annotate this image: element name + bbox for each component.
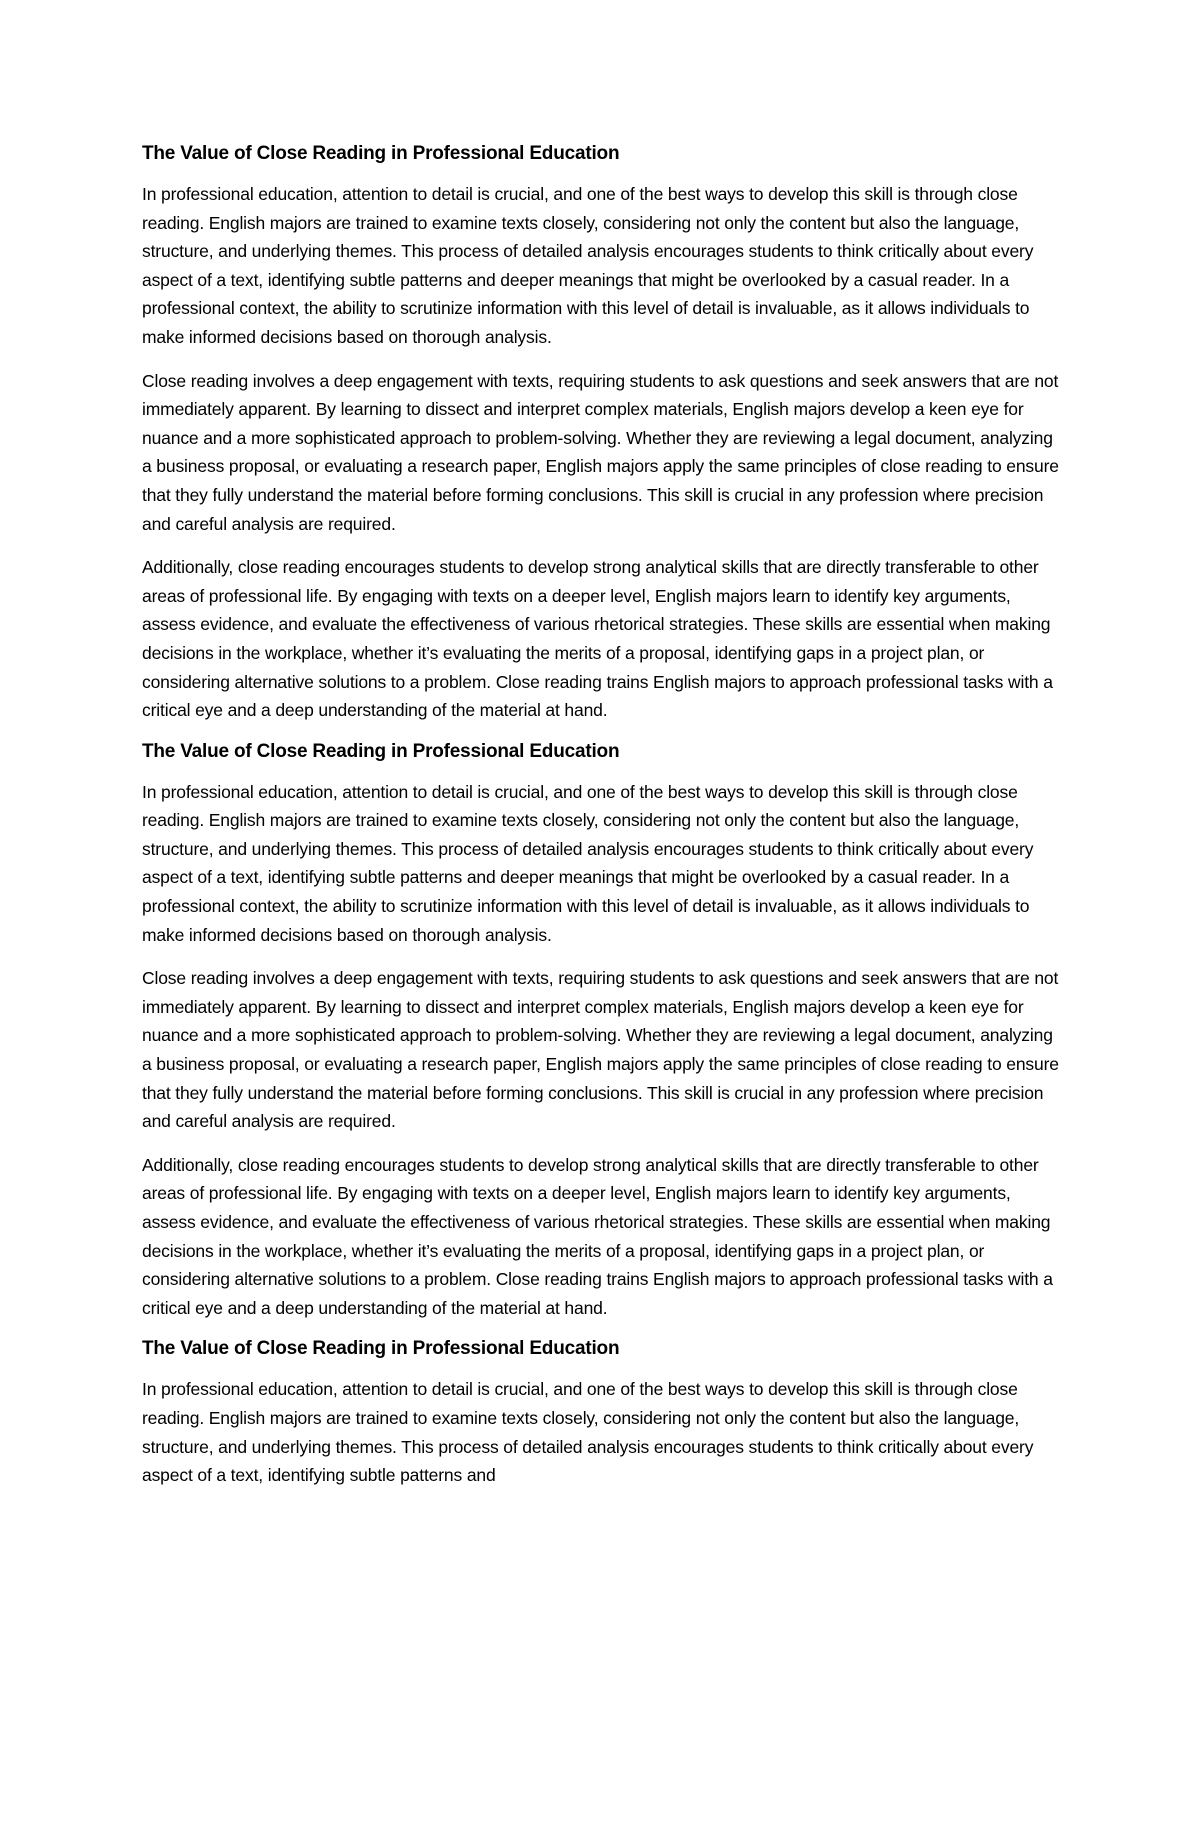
- section-3: [142, 1333, 1060, 1489]
- section-1: [142, 138, 1060, 725]
- document-page: [142, 138, 1060, 1698]
- section-heading: The Value of Close Reading in Professional Education: [142, 740, 620, 762]
- section-2: [142, 736, 1060, 1323]
- section-heading: The Value of Close Reading in Professional Education: [142, 143, 620, 164]
- section-heading: The Value of Close Reading in Professional Education: [142, 1338, 620, 1360]
- paragraph: Close reading involves a deep engagement with texts, requiring students to ask questions and seek answers that are not immediately apparent. By learning to dissect and interpret complex materials, English majors develop a keen eye for nuance and a more sophisticated approach to problem-solving. Whether they are reviewing a legal document, analyzing a business proposal, or evaluating a research paper, English majors apply the same principles of close reading to ensure that they fully understand the material before forming conclusions. This skill is crucial in any profession where precision and careful analysis are required.: [142, 370, 1059, 534]
- paragraph: In professional education, attention to detail is crucial, and one of the best ways to develop this skill is through close reading. English majors are trained to examine texts closely, considering not only the content but also the language, structure, and underlying themes. This process of detailed analysis encourages students to think critically about every aspect of a text, identifying subtle patterns and deeper meanings that might be overlooked by a casual reader. In a professional context, the ability to scrutinize information with this level of detail is invaluable, as it allows individuals to make informed decisions based on thorough analysis.: [142, 781, 1034, 945]
- paragraph: Additionally, close reading encourages students to develop strong analytical skills that are directly transferable to other areas of professional life. By engaging with texts on a deeper level, English majors learn to identify key arguments, assess evidence, and evaluate the effectiveness of various rhetorical strategies. These skills are essential when making decisions in the workplace, whether it’s evaluating the merits of a proposal, identifying gaps in a project plan, or considering alternative solutions to a problem. Close reading trains English majors to approach professional tasks with a critical eye and a deep understanding of the material at hand.: [142, 557, 1053, 721]
- paragraph: Additionally, close reading encourages students to develop strong analytical skills that are directly transferable to other areas of professional life. By engaging with texts on a deeper level, English majors learn to identify key arguments, assess evidence, and evaluate the effectiveness of various rhetorical strategies. These skills are essential when making decisions in the workplace, whether it’s evaluating the merits of a proposal, identifying gaps in a project plan, or considering alternative solutions to a problem. Close reading trains English majors to approach professional tasks with a critical eye and a deep understanding of the material at hand.: [142, 1154, 1053, 1318]
- paragraph: In professional education, attention to detail is crucial, and one of the best ways to develop this skill is through close reading. English majors are trained to examine texts closely, considering not only the content but also the language, structure, and underlying themes. This process of detailed analysis encourages students to think critically about every aspect of a text, identifying subtle patterns and deeper meanings that might be overlooked by a casual reader. In a professional context, the ability to scrutinize information with this level of detail is invaluable, as it allows individuals to make informed decisions based on thorough analysis.: [142, 184, 1034, 347]
- paragraph: Close reading involves a deep engagement with texts, requiring students to ask questions and seek answers that are not immediately apparent. By learning to dissect and interpret complex materials, English majors develop a keen eye for nuance and a more sophisticated approach to problem-solving. Whether they are reviewing a legal document, analyzing a business proposal, or evaluating a research paper, English majors apply the same principles of close reading to ensure that they fully understand the material before forming conclusions. This skill is crucial in any profession where precision and careful analysis are required.: [142, 968, 1059, 1132]
- paragraph: In professional education, attention to detail is crucial, and one of the best ways to develop this skill is through close reading. English majors are trained to examine texts closely, considering not only the content but also the language, structure, and underlying themes. This process of detailed analysis encourages students to think critically about every aspect of a text, identifying subtle patterns and: [142, 1379, 1034, 1486]
